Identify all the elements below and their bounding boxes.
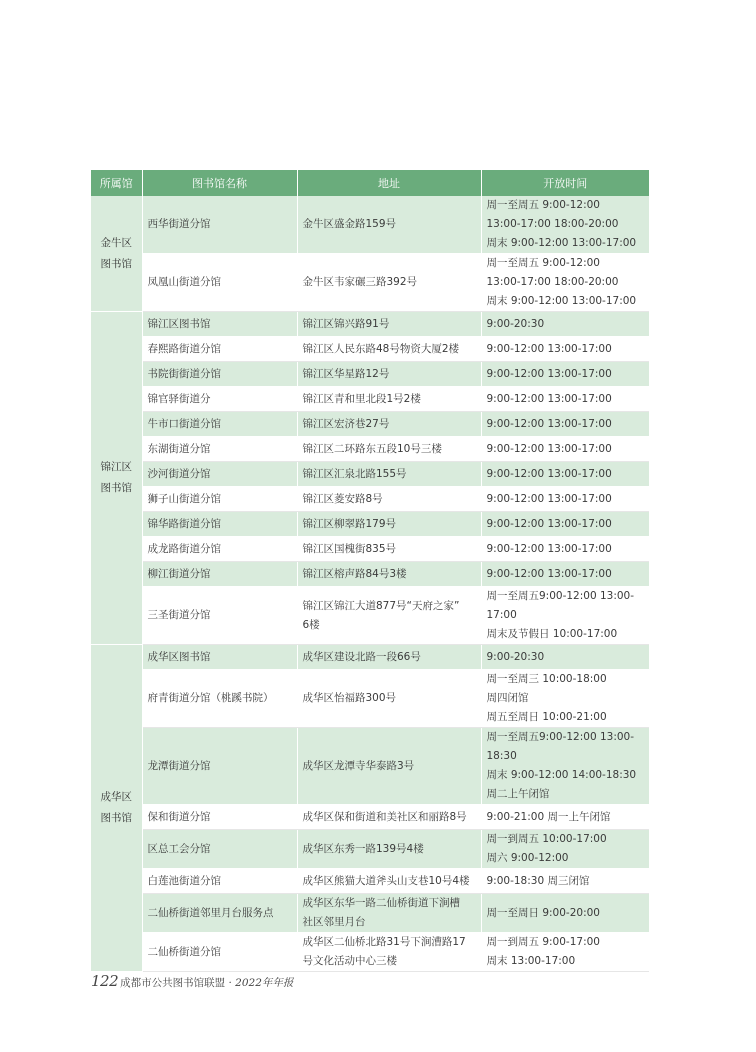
address-cell: [297, 254, 481, 312]
district-cell: [91, 645, 142, 972]
hours-cell: [481, 337, 649, 362]
address-cell: [297, 933, 481, 972]
address-cell: [297, 894, 481, 933]
address-cell: [297, 337, 481, 362]
table-row: [91, 869, 649, 894]
hours-line: 周五至周日 10:00-21:00: [486, 711, 607, 723]
address-line: 号文化活动中心三楼: [302, 955, 397, 967]
hours-cell: [481, 728, 649, 805]
library-name-cell: 东湖街道分馆: [142, 437, 297, 462]
address-cell: [297, 412, 481, 437]
hours-line: 9:00-12:00 13:00-17:00: [486, 517, 612, 530]
address-line: 成华区二仙桥北路31号下涧漕路17: [302, 936, 466, 948]
address-line: 锦江区人民东路48号物资大厦2楼: [302, 342, 460, 355]
hours-line: 9:00-12:00 13:00-17:00: [486, 392, 612, 405]
address-line: 金牛区韦家碾三路392号: [302, 276, 418, 288]
address-line: 锦江区汇泉北路155号: [302, 467, 407, 480]
table-row: [91, 587, 649, 645]
address-line: 成华区保和街道和美社区和丽路8号: [302, 810, 467, 823]
address-cell: [297, 437, 481, 462]
hours-line: 9:00-12:00 13:00-17:00: [486, 442, 612, 455]
hours-line: 周末及节假日 10:00-17:00: [486, 628, 618, 640]
hours-line: 9:00-12:00 13:00-17:00: [486, 367, 612, 380]
library-name-cell: 成华区图书馆: [142, 645, 297, 670]
address-cell: [297, 587, 481, 645]
district-name-line: 图书馆: [100, 482, 132, 494]
hours-line: 9:00-12:00 13:00-17:00: [486, 342, 612, 355]
hours-line: 9:00-12:00 13:00-17:00: [486, 567, 612, 580]
library-name-cell: 龙潭街道分馆: [142, 728, 297, 805]
address-line: 锦江区柳翠路179号: [302, 517, 397, 530]
address-line: 成华区怡福路300号: [302, 692, 397, 704]
library-name-cell: 书院街街道分馆: [142, 362, 297, 387]
hours-line: 9:00-12:00 13:00-17:00: [486, 467, 612, 480]
hours-line: 周六 9:00-12:00: [486, 852, 569, 864]
hours-cell: [481, 412, 649, 437]
table-row: [91, 437, 649, 462]
library-name-cell: 二仙桥街道分馆: [142, 933, 297, 972]
address-line: 锦江区锦江大道877号“天府之家”: [302, 599, 460, 612]
district-name-line: 金牛区: [100, 236, 132, 249]
hours-cell: [481, 645, 649, 670]
address-cell: [297, 805, 481, 830]
hours-cell: [481, 805, 649, 830]
address-cell: [297, 728, 481, 805]
district-cell: [91, 196, 142, 312]
address-cell: [297, 670, 481, 728]
table-row: [91, 312, 649, 337]
district-name-line: 成华区: [100, 791, 132, 803]
hours-line: 周一到周五 9:00-17:00: [486, 936, 600, 948]
district-name-line: 图书馆: [100, 812, 132, 824]
table-body: [91, 196, 649, 972]
address-line: 锦江区华星路12号: [302, 367, 390, 380]
library-name-cell: 二仙桥街道邻里月台服务点: [142, 894, 297, 933]
hours-line: 周一至周日 9:00-20:00: [486, 906, 600, 919]
header-opening-hours: 开放时间: [481, 170, 649, 196]
table-row: [91, 412, 649, 437]
table-header-row: [91, 170, 649, 196]
header-district: 所属馆: [91, 170, 142, 196]
address-line: 金牛区盛金路159号: [302, 218, 397, 230]
address-line: 成华区龙潭寺华泰路3号: [302, 759, 415, 772]
table-row: [91, 830, 649, 869]
page-number: 122: [91, 972, 119, 990]
footer-year: 2022年年报: [235, 977, 294, 989]
page-footer: [91, 972, 293, 990]
table-row: [91, 645, 649, 670]
hours-line: 周末 9:00-12:00 14:00-18:30: [486, 769, 637, 781]
address-line: 锦江区二环路东五段10号三楼: [302, 442, 442, 455]
library-name-cell: 沙河街道分馆: [142, 462, 297, 487]
hours-line: 周一至周五 9:00-12:00: [486, 257, 600, 269]
table-row: [91, 670, 649, 728]
address-cell: [297, 487, 481, 512]
table-row: [91, 537, 649, 562]
hours-line: 周四闭馆: [486, 692, 529, 704]
hours-line: 周末 9:00-12:00 13:00-17:00: [486, 295, 637, 307]
table-row: [91, 254, 649, 312]
hours-cell: [481, 537, 649, 562]
library-name-cell: 成龙路街道分馆: [142, 537, 297, 562]
address-line: 锦江区宏济巷27号: [302, 417, 390, 430]
hours-cell: [481, 387, 649, 412]
hours-cell: [481, 562, 649, 587]
address-cell: [297, 387, 481, 412]
address-cell: [297, 537, 481, 562]
hours-line: 周一至周五9:00-12:00 13:00-17:00: [486, 590, 635, 621]
table-row: [91, 805, 649, 830]
hours-cell: [481, 362, 649, 387]
hours-cell: [481, 933, 649, 972]
hours-cell: [481, 830, 649, 869]
library-name-cell: 锦江区图书馆: [142, 312, 297, 337]
table-row: [91, 728, 649, 805]
hours-line: 13:00-17:00 18:00-20:00: [486, 218, 619, 230]
library-name-cell: 区总工会分馆: [142, 830, 297, 869]
district-name-line: 图书馆: [100, 257, 132, 270]
library-name-cell: 柳江街道分馆: [142, 562, 297, 587]
address-cell: [297, 869, 481, 894]
hours-line: 9:00-12:00 13:00-17:00: [486, 417, 612, 430]
hours-line: 周一至周五9:00-12:00 13:00-18:30: [486, 731, 635, 762]
hours-cell: [481, 254, 649, 312]
address-line: 锦江区锦兴路91号: [302, 317, 390, 330]
district-cell: [91, 312, 142, 645]
hours-cell: [481, 462, 649, 487]
library-name-cell: 凤凰山街道分馆: [142, 254, 297, 312]
address-line: 锦江区菱安路8号: [302, 492, 383, 505]
address-cell: [297, 362, 481, 387]
address-line: 6楼: [302, 618, 320, 631]
hours-cell: [481, 196, 649, 254]
address-cell: [297, 512, 481, 537]
address-cell: [297, 645, 481, 670]
hours-line: 周一至周五 9:00-12:00: [486, 199, 600, 211]
table-row: [91, 362, 649, 387]
library-name-cell: 西华街道分馆: [142, 196, 297, 254]
table-row: [91, 337, 649, 362]
hours-cell: [481, 670, 649, 728]
library-name-cell: 白莲池街道分馆: [142, 869, 297, 894]
header-address: 地址: [297, 170, 481, 196]
hours-line: 9:00-20:30: [486, 650, 545, 663]
library-name-cell: 保和街道分馆: [142, 805, 297, 830]
table-row: [91, 387, 649, 412]
library-name-cell: 狮子山街道分馆: [142, 487, 297, 512]
address-cell: [297, 196, 481, 254]
hours-cell: [481, 312, 649, 337]
hours-line: 9:00-18:30 周三闭馆: [486, 874, 590, 887]
table-row: [91, 487, 649, 512]
address-line: 社区邻里月台: [302, 916, 366, 928]
hours-line: 9:00-20:30: [486, 317, 545, 330]
library-name-cell: 牛市口街道分馆: [142, 412, 297, 437]
hours-cell: [481, 869, 649, 894]
table-row: [91, 894, 649, 933]
hours-line: 9:00-21:00 周一上午闭馆: [486, 810, 611, 823]
address-cell: [297, 462, 481, 487]
table-row: [91, 512, 649, 537]
hours-cell: [481, 587, 649, 645]
address-cell: [297, 562, 481, 587]
address-line: 锦江区青和里北段1号2楼: [302, 392, 421, 405]
address-line: 成华区东秀一路139号4楼: [302, 842, 424, 855]
header-library-name: 图书馆名称: [142, 170, 297, 196]
hours-line: 周末 9:00-12:00 13:00-17:00: [486, 237, 637, 249]
hours-cell: [481, 437, 649, 462]
hours-line: 9:00-12:00 13:00-17:00: [486, 542, 612, 555]
hours-line: 周一到周五 10:00-17:00: [486, 833, 607, 845]
hours-cell: [481, 894, 649, 933]
footer-title: 成都市公共图书馆联盟 ·: [120, 977, 236, 989]
hours-line: 周末 13:00-17:00: [486, 955, 576, 967]
hours-line: 9:00-12:00 13:00-17:00: [486, 492, 612, 505]
hours-line: 周一至周三 10:00-18:00: [486, 673, 607, 685]
table-row: [91, 462, 649, 487]
address-line: 锦江区榕声路84号3楼: [302, 567, 407, 580]
district-name-line: 锦江区: [100, 461, 132, 473]
library-name-cell: 三圣街道分馆: [142, 587, 297, 645]
address-line: 成华区熊猫大道斧头山支巷10号4楼: [302, 874, 470, 887]
library-name-cell: 锦华路街道分馆: [142, 512, 297, 537]
library-name-cell: 府青街道分馆（桃蹊书院）: [142, 670, 297, 728]
hours-cell: [481, 487, 649, 512]
hours-line: 周二上午闭馆: [486, 788, 550, 800]
library-name-cell: 春熙路街道分馆: [142, 337, 297, 362]
library-name-cell: 锦官驿街道分: [142, 387, 297, 412]
table-row: [91, 196, 649, 254]
address-line: 成华区建设北路一段66号: [302, 650, 421, 663]
address-cell: [297, 312, 481, 337]
hours-line: 13:00-17:00 18:00-20:00: [486, 276, 619, 288]
address-cell: [297, 830, 481, 869]
address-line: 成华区东华一路二仙桥街道下涧槽: [302, 897, 460, 909]
address-line: 锦江区国槐街835号: [302, 542, 397, 555]
table-row: [91, 933, 649, 972]
table-row: [91, 562, 649, 587]
hours-cell: [481, 512, 649, 537]
library-table: [91, 170, 649, 972]
